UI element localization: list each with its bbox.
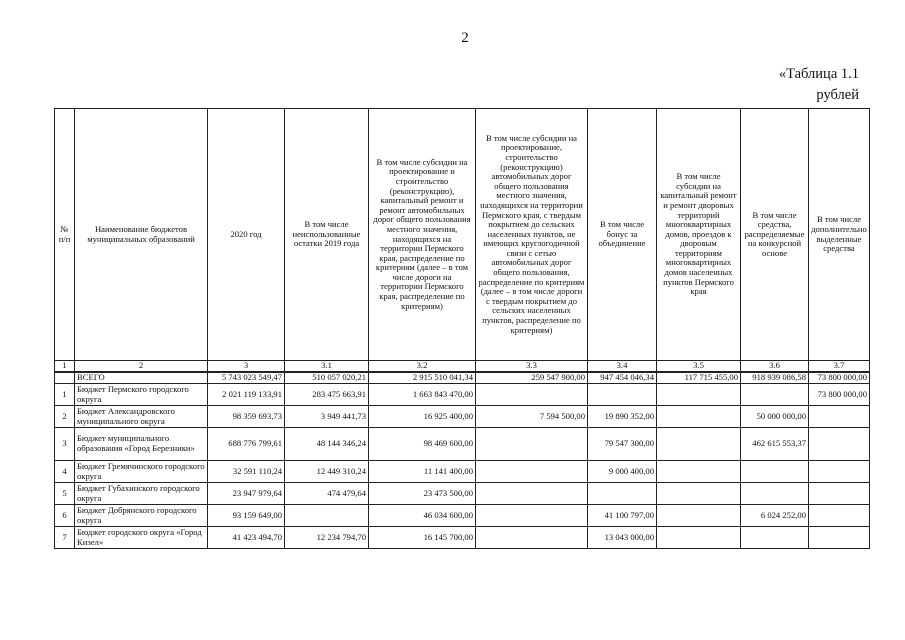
header-additional: В том числе дополнительно выделенные средства [809, 109, 870, 361]
budget-name: Бюджет Губахинского городского округа [75, 483, 208, 505]
amount-cell [809, 527, 870, 549]
budget-name: Бюджет Добрянского городского округа [75, 505, 208, 527]
amount-cell: 41 423 494,70 [208, 527, 285, 549]
amount-cell: 50 000 000,00 [741, 406, 809, 428]
amount-cell: 1 663 843 470,00 [369, 384, 476, 406]
amount-cell [809, 406, 870, 428]
amount-cell [657, 505, 741, 527]
amount-cell [809, 505, 870, 527]
table-row [55, 428, 870, 461]
header-year-2020: 2020 год [208, 109, 285, 361]
table-row [55, 461, 870, 483]
amount-cell: 12 449 310,24 [285, 461, 369, 483]
column-number: 1 [55, 361, 75, 373]
budget-name: Бюджет муниципального образования «Город Березники» [75, 428, 208, 461]
amount-cell: 41 100 797,00 [588, 505, 657, 527]
amount-cell: 23 473 500,00 [369, 483, 476, 505]
table-caption [779, 64, 859, 106]
total-value: 2 915 510 041,34 [369, 372, 476, 384]
amount-cell [476, 527, 588, 549]
column-number: 3.5 [657, 361, 741, 373]
budget-name: Бюджет Александровского муниципального округа [75, 406, 208, 428]
amount-cell: 12 234 794,70 [285, 527, 369, 549]
total-value: 510 057 020,21 [285, 372, 369, 384]
amount-cell: 48 144 346,24 [285, 428, 369, 461]
amount-cell [476, 428, 588, 461]
amount-cell [741, 527, 809, 549]
amount-cell [657, 483, 741, 505]
total-value: 918 939 086,58 [741, 372, 809, 384]
column-number: 3 [208, 361, 285, 373]
column-number: 3.6 [741, 361, 809, 373]
amount-cell [657, 428, 741, 461]
total-row-number [55, 372, 75, 384]
table-row [55, 406, 870, 428]
amount-cell: 7 594 500,00 [476, 406, 588, 428]
table-units: рублей [816, 87, 859, 103]
total-value: 259 547 900,00 [476, 372, 588, 384]
total-value: 947 454 046,34 [588, 372, 657, 384]
row-number: 5 [55, 483, 75, 505]
amount-cell: 9 000 400,00 [588, 461, 657, 483]
amount-cell: 73 800 000,00 [809, 384, 870, 406]
amount-cell: 3 949 441,73 [285, 406, 369, 428]
table-row [55, 527, 870, 549]
header-unused-balance: В том числе неиспользованные остатки 2019 года [285, 109, 369, 361]
amount-cell [809, 483, 870, 505]
amount-cell: 11 141 400,00 [369, 461, 476, 483]
amount-cell [476, 384, 588, 406]
amount-cell: 474 479,64 [285, 483, 369, 505]
amount-cell [657, 384, 741, 406]
amount-cell [476, 461, 588, 483]
amount-cell: 46 034 600,00 [369, 505, 476, 527]
amount-cell [657, 461, 741, 483]
amount-cell [741, 461, 809, 483]
amount-cell [657, 406, 741, 428]
amount-cell: 19 890 352,00 [588, 406, 657, 428]
row-number: 3 [55, 428, 75, 461]
total-value: 5 743 023 549,47 [208, 372, 285, 384]
budget-name: Бюджет Гремячинского городского округа [75, 461, 208, 483]
amount-cell [588, 384, 657, 406]
column-number: 2 [75, 361, 208, 373]
total-value: 73 800 000,00 [809, 372, 870, 384]
budget-table [54, 108, 870, 549]
total-value: 117 715 455,00 [657, 372, 741, 384]
table-row [55, 505, 870, 527]
amount-cell: 98 359 693,73 [208, 406, 285, 428]
header-courtyards: В том числе субсидии на капитальный ремонт и ремонт дворовых территорий многоквартирных домов, проездов к дворовым территориям многоквартирных домов населенных пунктов Пермского края [657, 109, 741, 361]
amount-cell: 688 776 799,61 [208, 428, 285, 461]
header-merger-bonus: В том числе бонус за объединение [588, 109, 657, 361]
budget-name: Бюджет городского округа «Город Кизел» [75, 527, 208, 549]
header-competitive: В том числе средства, распределяемые на конкурсной основе [741, 109, 809, 361]
amount-cell: 32 591 110,24 [208, 461, 285, 483]
amount-cell: 16 925 400,00 [369, 406, 476, 428]
amount-cell: 2 021 119 133,91 [208, 384, 285, 406]
amount-cell [476, 505, 588, 527]
row-number: 6 [55, 505, 75, 527]
column-number: 3.2 [369, 361, 476, 373]
amount-cell [285, 505, 369, 527]
row-number: 1 [55, 384, 75, 406]
column-number: 3.1 [285, 361, 369, 373]
row-number: 7 [55, 527, 75, 549]
amount-cell: 98 469 600,00 [369, 428, 476, 461]
column-number-row [55, 361, 870, 373]
amount-cell [741, 483, 809, 505]
amount-cell: 6 024 252,00 [741, 505, 809, 527]
header-budget-name: Наименование бюджетов муниципальных образований [75, 109, 208, 361]
page-number: 2 [461, 30, 469, 46]
table-row [55, 483, 870, 505]
table-row [55, 384, 870, 406]
header-roads-criteria: В том числе субсидии на проектирование и строительство (реконструкцию), капитальный ремонт и ремонт автомобильных дорог общего пользования местного значения, находящихся на территории Пермского края, распределение по критериям (далее – в том числе дороги на территории Пермского края, распределение по критериям) [369, 109, 476, 361]
row-number: 4 [55, 461, 75, 483]
budget-name: Бюджет Пермского городского округа [75, 384, 208, 406]
row-number: 2 [55, 406, 75, 428]
header-row-number: № п/п [55, 109, 75, 361]
amount-cell [657, 527, 741, 549]
column-number: 3.7 [809, 361, 870, 373]
amount-cell: 23 947 979,64 [208, 483, 285, 505]
header-row [55, 109, 870, 361]
amount-cell [741, 384, 809, 406]
amount-cell: 93 159 649,00 [208, 505, 285, 527]
amount-cell [809, 461, 870, 483]
amount-cell [476, 483, 588, 505]
header-rural-roads: В том числе субсидии на проектирование, строительство (реконструкцию) автомобильных дорог общего пользования местного значения, находящихся на территории Пермского края, с твердым покрытием до сельских населенных пунктов, не имеющих круглогодичной связи с сетью автомобильных дорог общего пользования, распределение по критериям (далее – в том числе дороги с твердым покрытием до сельских населенных пунктов, распределение по критериям) [476, 109, 588, 361]
column-number: 3.3 [476, 361, 588, 373]
column-number: 3.4 [588, 361, 657, 373]
amount-cell: 13 043 000,00 [588, 527, 657, 549]
amount-cell: 283 475 663,91 [285, 384, 369, 406]
amount-cell: 462 615 553,37 [741, 428, 809, 461]
amount-cell [588, 483, 657, 505]
total-row [55, 372, 870, 384]
total-label: ВСЕГО [75, 372, 208, 384]
amount-cell: 79 547 300,00 [588, 428, 657, 461]
amount-cell: 16 145 700,00 [369, 527, 476, 549]
amount-cell [809, 428, 870, 461]
table-title: «Таблица 1.1 [778, 66, 859, 82]
